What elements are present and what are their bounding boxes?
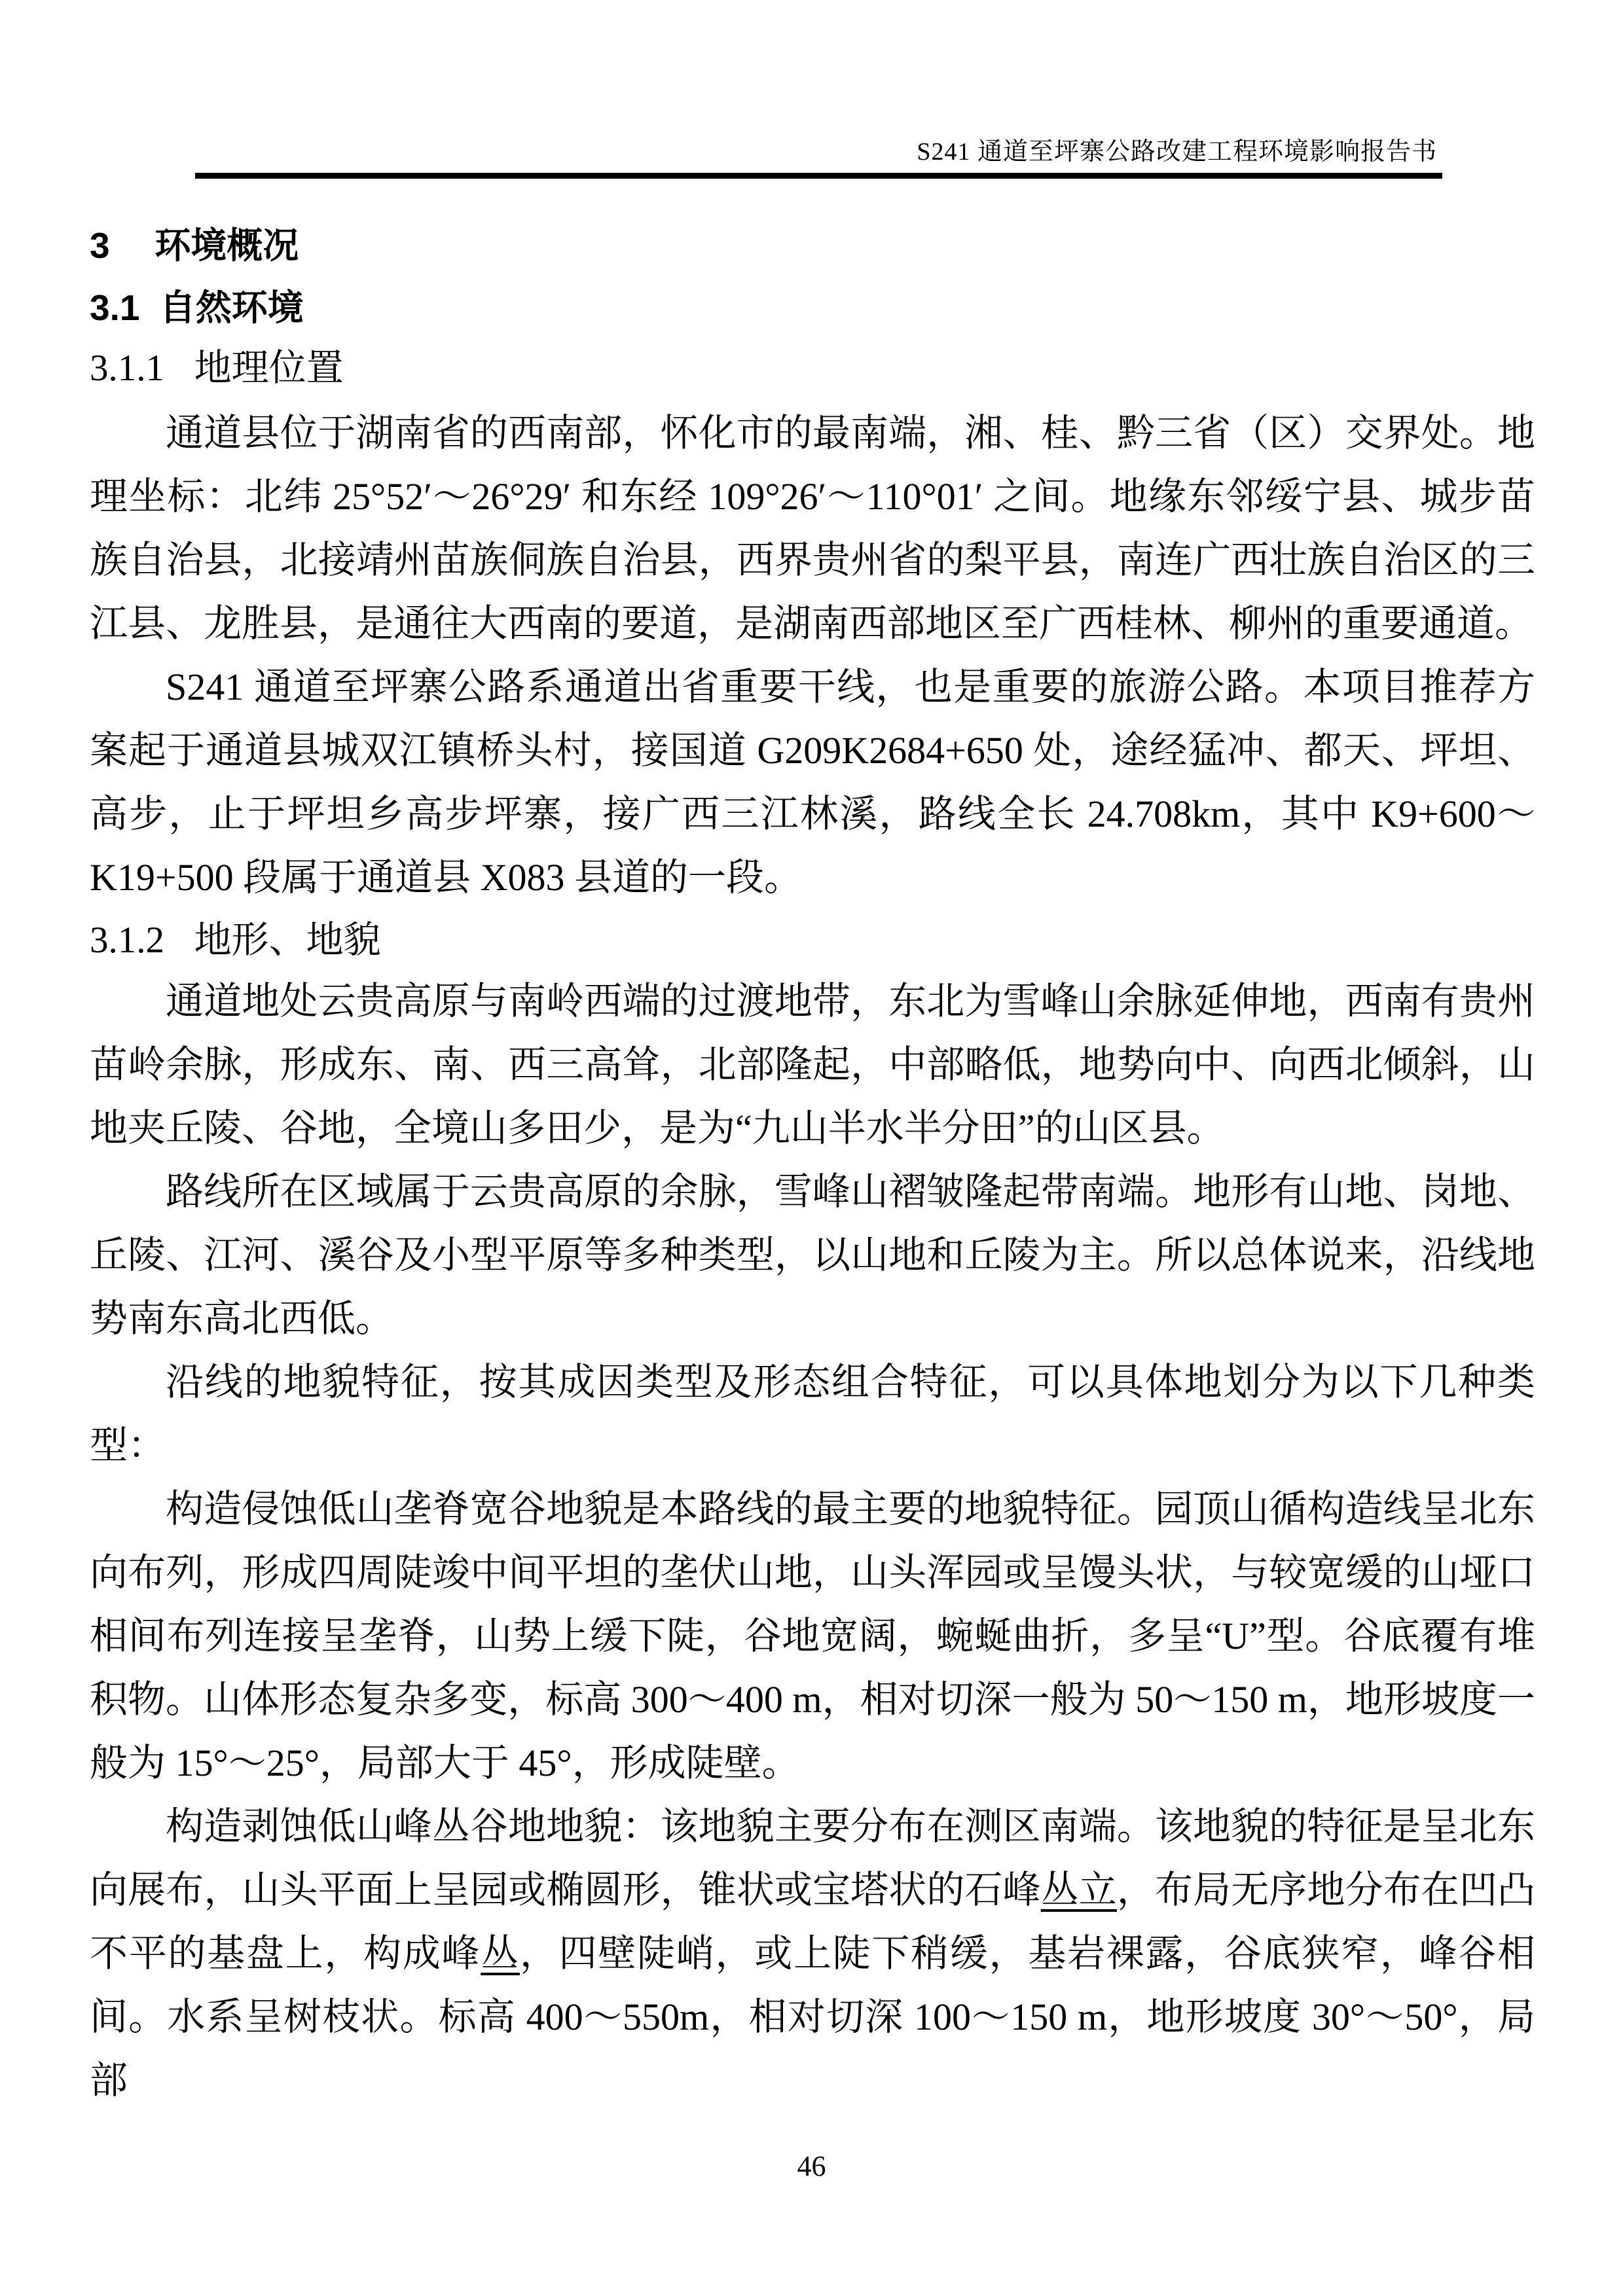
heading-subsection-title: 地理位置 [194,348,344,389]
paragraph-location-2: S241 通道至坪寨公路系通道出省重要干线，也是重要的旅游公路。本项目推荐方案起于通道县城双江镇桥头村，接国道 G209K2684+650 处，途经猛冲、都天、坪坦、高步，止于坪坦乡高步坪寨，接广西三江林溪，路线全长 24.708km，其中 K9+600～K19+500 段属于通道县 X083 县道的一段。 [90,666,1535,899]
heading-section-number: 3.1 [90,287,140,328]
paragraph-terrain-5: 构造剥蚀低山峰丛谷地地貌：该地貌主要分布在测区南端。该地貌的特征是呈北东向展布，山头平面上呈园或椭圆形，锥状或宝塔状的石峰丛立，布局无序地分布在凹凸不平的基盘上，构成峰丛，四壁陡峭，或上陡下稍缓，基岩裸露，谷底狭窄，峰谷相间。水系呈树枝状。标高 400～550m，相对切深 100～150 m，地形坡度 30°～50°，局部 [90,1805,1535,2102]
page-number: 46 [797,2150,826,2182]
document-body [90,216,1535,2112]
heading-section [90,288,1535,327]
paragraph-terrain-1: 通道地处云贵高原与南岭西端的过渡地带，东北为雪峰山余脉延伸地，西南有贵州苗岭余脉，形成东、南、西三高耸，北部隆起，中部略低，地势向中、向西北倾斜，山地夹丘陵、谷地，全境山多田少，是为“九山半水半分田”的山区县。 [90,980,1535,1149]
heading-subsection-title: 地形、地貌 [194,920,381,961]
heading-subsection-number: 3.1.1 [90,348,164,389]
paragraph-terrain-2: 路线所在区域属于云贵高原的余脉，雪峰山褶皱隆起带南端。地形有山地、岗地、丘陵、江河、溪谷及小型平原等多种类型，以山地和丘陵为主。所以总体说来，沿线地势南东高北西低。 [90,1170,1535,1340]
heading-chapter-title: 环境概况 [155,225,299,266]
heading-chapter-number: 3 [90,225,110,266]
paragraph-location-1: 通道县位于湖南省的西南部，怀化市的最南端，湘、桂、黔三省（区）交界处。地理坐标：北纬 25°52′～26°29′ 和东经 109°26′～110°01′ 之间。地缘东邻绥宁县、城步苗族自治县，北接靖州苗族侗族自治县，西界贵州省的梨平县，南连广西壮族自治区的三江县、龙胜县，是通往大西南的要道，是湖南西部地区至广西桂林、柳州的重要通道。 [90,412,1535,645]
header-title: S241 通道至坪寨公路改建工程环境影响报告书 [917,138,1437,166]
heading-subsection-number: 3.1.2 [90,920,164,961]
paragraph-terrain-3: 沿线的地貌特征，按其成因类型及形态组合特征，可以具体地划分为以下几种类型： [90,1361,1535,1467]
heading-subsection-geography [90,349,1535,388]
heading-chapter [90,226,1535,265]
page-header [195,137,1442,179]
heading-section-title: 自然环境 [159,287,304,328]
heading-subsection-terrain [90,921,1535,960]
header-divider [195,173,1442,179]
paragraph-terrain-4: 构造侵蚀低山垄脊宽谷地貌是本路线的最主要的地貌特征。园顶山循构造线呈北东向布列，形成四周陡竣中间平坦的垄伏山地，山头浑园或呈馒头状，与较宽缓的山垭口相间布列连接呈垄脊，山势上缓下陡，谷地宽阔，蜿蜒曲折，多呈“U”型。谷底覆有堆积物。山体形态复杂多变，标高 300～400 m，相对切深一般为 50～150 m，地形坡度一般为 15°～25°，局部大于 45°，形成陡壁。 [90,1488,1535,1784]
